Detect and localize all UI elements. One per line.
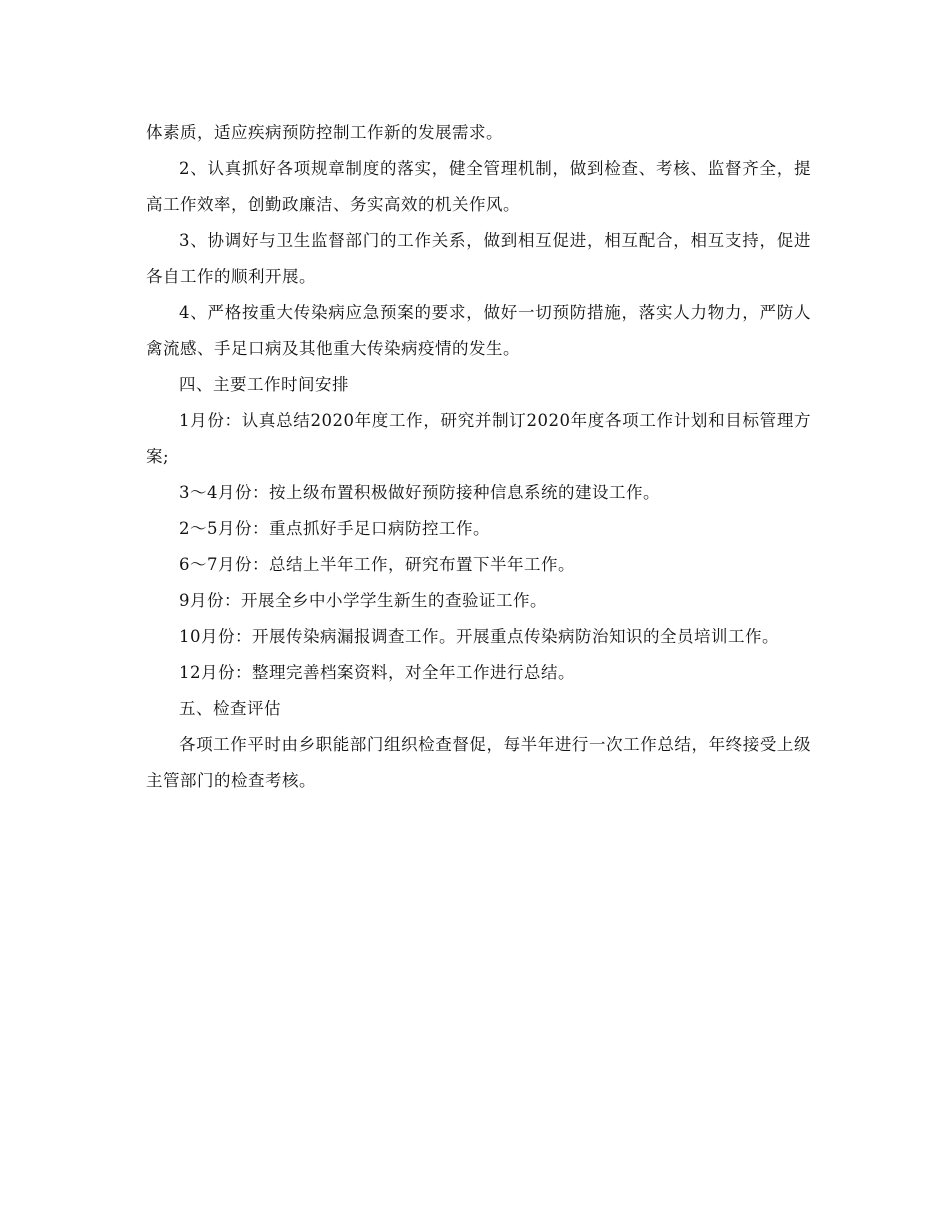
schedule-item-december: 12月份：整理完善档案资料，对全年工作进行总结。	[179, 663, 575, 682]
section-heading-schedule: 四、主要工作时间安排	[179, 375, 349, 394]
schedule-item-june-july: 6～7月份：总结上半年工作，研究布置下半年工作。	[179, 555, 575, 574]
paragraph-item-4: 4、严格按重大传染病应急预案的要求，做好一切预防措施，落实人力物力，严防人禽流感、手足口病及其他重大传染病疫情的发生。	[146, 303, 811, 358]
paragraph-continuation: 体素质，适应疾病预防控制工作新的发展需求。	[146, 123, 503, 142]
schedule-item-january: 1月份：认真总结2020年度工作，研究并制订2020年度各项工作计划和目标管理方案;	[146, 411, 811, 466]
schedule-item-october: 10月份：开展传染病漏报调查工作。开展重点传染病防治知识的全员培训工作。	[179, 627, 779, 646]
paragraph-item-2: 2、认真抓好各项规章制度的落实，健全管理机制，做到检查、考核、监督齐全，提高工作效率，创勤政廉洁、务实高效的机关作风。	[146, 159, 811, 214]
document-body	[146, 115, 811, 799]
paragraph-evaluation: 各项工作平时由乡职能部门组织检查督促，每半年进行一次工作总结，年终接受上级主管部门的检查考核。	[146, 735, 811, 790]
schedule-item-september: 9月份：开展全乡中小学学生新生的查验证工作。	[179, 591, 547, 610]
schedule-item-march-april: 3～4月份：按上级布置积极做好预防接种信息系统的建设工作。	[179, 483, 660, 502]
schedule-item-feb-may: 2～5月份：重点抓好手足口病防控工作。	[179, 519, 490, 538]
paragraph-item-3: 3、协调好与卫生监督部门的工作关系，做到相互促进，相互配合，相互支持，促进各自工作的顺利开展。	[146, 231, 811, 286]
section-heading-evaluation: 五、检查评估	[179, 699, 281, 718]
